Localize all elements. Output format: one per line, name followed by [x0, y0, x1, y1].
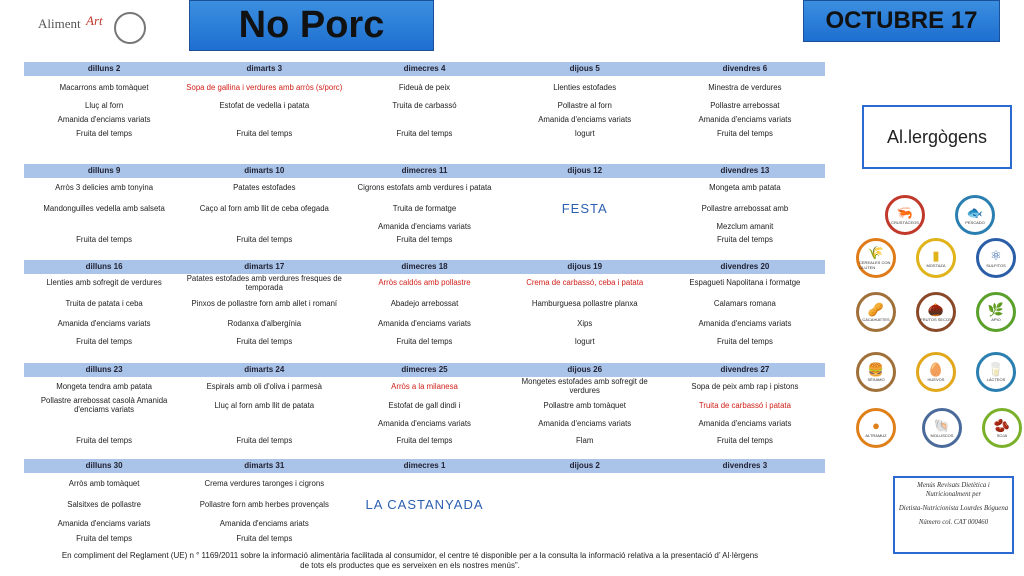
menu-item: Patates estofades amb verdures fresques de temporada [186, 273, 342, 292]
menu-row [24, 431, 825, 449]
menu-item: Truita de formatge [392, 203, 457, 213]
menu-item [24, 220, 184, 232]
menu-item: Fruita del temps [236, 533, 293, 543]
menu-item [505, 493, 665, 515]
allergen-label: CRUSTÁCEOS [891, 219, 919, 225]
wheat-icon [856, 238, 896, 278]
menu-item: Amanida d'enciams variats [378, 418, 471, 428]
menu-item: Llenties amb sofregit de verdures [46, 278, 162, 287]
menu-item: Crema verdures taronges i cigrons [204, 478, 325, 488]
menu-row [24, 232, 825, 246]
allergen-glyph: 🍔 [867, 361, 885, 377]
menu-item: Fruita del temps [76, 435, 133, 445]
menu-row [24, 196, 825, 220]
logo-text: Aliment [38, 16, 81, 31]
milk-icon [976, 352, 1016, 392]
menu-item [505, 220, 665, 232]
menu-item: Amanida d'enciams variats [57, 114, 151, 124]
menu-item [665, 515, 825, 531]
menu-item: Lluç al forn [85, 100, 124, 110]
info-line: Número col. CAT 000460 [918, 519, 989, 526]
day-header: dimecres 11 [401, 166, 448, 175]
menu-item: Minestra de verdures [708, 82, 782, 92]
day-header: dimarts 24 [244, 365, 285, 374]
menu-item: Fruita del temps [76, 336, 133, 346]
menu-row [24, 220, 825, 232]
menu-item: Mezclum amanit [716, 221, 774, 231]
allergens-heading: Al.lergògens [886, 126, 988, 147]
menu-item: Fideuà de peix [398, 82, 451, 92]
day-header: dimecres 1 [403, 461, 446, 470]
logo-ring [114, 12, 146, 44]
menu-item: Mandonguilles vedella amb salseta [43, 203, 165, 213]
menu-item [505, 178, 665, 196]
menu-item: Sopa de gallina i verdures amb arròs (s/porc) [186, 82, 343, 92]
menu-item: Mongeta tendra amb patata [56, 381, 152, 391]
day-header: dimecres 4 [403, 64, 446, 73]
allergen-label: MOSTAZA [926, 262, 946, 268]
menu-item [505, 515, 665, 531]
week-block [24, 363, 825, 449]
menu-item: Macarrons amb tomàquet [59, 82, 149, 92]
menu-row [24, 515, 825, 531]
menu-item: Pinxos de pollastre forn amb allet i romaní [191, 298, 338, 308]
info-line: Dietista-Nutricionista Lourdes Bóguena [898, 505, 1009, 512]
menu-item [344, 531, 504, 545]
day-header: dimarts 3 [246, 64, 283, 73]
menu-item: Flam [576, 435, 594, 445]
celery-icon [976, 292, 1016, 332]
sesame-icon [856, 352, 896, 392]
allergen-glyph: ● [872, 417, 880, 433]
menu-item: Arròs amb tomàquet [68, 478, 140, 488]
allergen-glyph: 🦐 [896, 204, 914, 220]
menu-item: FESTA [561, 200, 608, 216]
menu-item [344, 515, 504, 531]
menu-item: Lluç al forn amb llit de patata [214, 400, 315, 410]
allergen-label: PESCADO [965, 219, 985, 225]
allergen-glyph: 🥛 [987, 361, 1005, 377]
logo-art-text: Art [86, 13, 103, 28]
menu-row [24, 395, 825, 415]
week-header [24, 363, 825, 377]
menu-item: Calamars romana [713, 298, 776, 308]
menu-item: Pollastre arrebossat casolà Amanida d'enciams variats [40, 396, 168, 414]
menu-item: Pollastre arrebossat amb [701, 203, 789, 213]
week-header [24, 459, 825, 473]
menu-item [184, 415, 344, 431]
menu-item [184, 112, 344, 126]
allergen-label: CEREALES CON GLUTEN [859, 260, 891, 270]
day-header: dijous 12 [567, 166, 603, 175]
menu-item: Pollastre arrebossat [710, 100, 780, 110]
menu-item: Xips [577, 319, 593, 328]
menu-row [24, 178, 825, 196]
info-line: Menús Revisats Dietètica i Nutricionalment per [917, 482, 990, 498]
menu-item: Fruita del temps [716, 234, 773, 244]
allergen-label: CACAHUETES [862, 316, 890, 322]
week-header [24, 62, 825, 76]
menu-item: Cigrons estofats amb verdures i patata [357, 182, 492, 192]
menu-row [24, 332, 825, 350]
day-header: dijous 26 [567, 365, 603, 374]
menu-item: Fruita del temps [396, 128, 453, 138]
menu-item: Llenties estofades [553, 82, 617, 92]
page-title: No Porc [238, 4, 385, 46]
day-header: dimecres 18 [401, 262, 448, 271]
menu-item [505, 531, 665, 545]
day-header: dilluns 30 [85, 461, 123, 470]
menu-row [24, 274, 825, 291]
menu-item: Fruita del temps [236, 128, 293, 138]
week-header [24, 260, 825, 274]
nut-icon [916, 292, 956, 332]
allergen-glyph: ⚛ [990, 247, 1002, 263]
day-header: dimarts 31 [244, 461, 285, 470]
menu-item: Amanida d'enciams variats [378, 221, 471, 231]
menu-row [24, 98, 825, 112]
allergen-label: ALTRAMUZ [865, 432, 887, 438]
menu-item: Amanida d'enciams variats [57, 319, 151, 328]
menu-item: Arròs caldós amb pollastre [378, 278, 471, 287]
menu-item: Fruita del temps [236, 435, 293, 445]
menu-row [24, 473, 825, 493]
day-header: dimarts 17 [244, 262, 285, 271]
allergen-label: HUEVOS [927, 376, 945, 382]
menu-item: Fruita del temps [716, 128, 773, 138]
allergen-label: APIO [991, 316, 1001, 322]
menu-item: Fruita del temps [76, 128, 133, 138]
week-header [24, 164, 825, 178]
menu-row [24, 112, 825, 126]
day-header: dijous 2 [569, 461, 600, 470]
allergen-glyph: 🥚 [927, 361, 945, 377]
menu-item: Truita de carbassó i patata [698, 400, 791, 410]
allergen-glyph: 🌿 [987, 301, 1005, 317]
month-title: OCTUBRE 17 [825, 7, 978, 34]
menu-item: Fruita del temps [396, 234, 453, 244]
allergen-label: SOJA [996, 432, 1008, 438]
menu-item [665, 531, 825, 545]
day-header: dijous 19 [567, 262, 603, 271]
lupin-icon [856, 408, 896, 448]
egg-icon [916, 352, 956, 392]
menu-item: Fruita del temps [396, 336, 453, 346]
soy-icon [982, 408, 1022, 448]
day-header: divendres 20 [720, 262, 770, 271]
day-header: divendres 3 [722, 461, 768, 470]
allergen-label: SÉSAMO [867, 376, 885, 382]
menu-item [24, 415, 184, 431]
menu-item: Fruita del temps [396, 435, 453, 445]
menu-item: Estofat de vedella i patata [219, 100, 310, 110]
menu-item: Rodanxa d'albergínia [227, 319, 302, 328]
menu-item [184, 220, 344, 232]
shrimp-icon [885, 195, 925, 235]
menu-item: Pollastre al forn [557, 100, 612, 110]
allergen-glyph: 🫘 [993, 417, 1011, 433]
menu-item: Fruita del temps [236, 336, 293, 346]
menu-item [344, 112, 504, 126]
menu-item: Pollastre amb tomàquet [543, 400, 626, 410]
menu-row [24, 76, 825, 98]
day-header: dimecres 25 [401, 365, 448, 374]
day-header: divendres 6 [722, 64, 768, 73]
menu-item: Fruita del temps [76, 533, 133, 543]
week-block [24, 260, 825, 350]
menu-item: Truita de carbassó [392, 100, 457, 110]
title-banner [189, 0, 434, 51]
day-header: dilluns 2 [87, 64, 121, 73]
day-header: divendres 13 [720, 166, 770, 175]
menu-row [24, 531, 825, 545]
menu-item: Caço al forn amb llit de ceba ofegada [199, 203, 329, 213]
menu-item: Iogurt [574, 128, 595, 138]
menu-item: Amanida d'enciams variats [698, 418, 792, 428]
week-block [24, 164, 825, 246]
allergens-heading-box [862, 105, 1012, 169]
menu-item: Amanida d'enciams variats [698, 114, 792, 124]
menu-item [665, 493, 825, 515]
menu-item: Mongeta amb patata [709, 182, 781, 192]
menu-item: Espagueti Napolitana i formatge [689, 278, 801, 287]
menu-item [665, 473, 825, 493]
menu-row [24, 377, 825, 395]
menu-row [24, 126, 825, 140]
menu-item [505, 232, 665, 246]
menu-row [24, 291, 825, 315]
nutritionist-info [893, 476, 1014, 554]
menu-item: Amanida d'enciams variats [378, 319, 471, 328]
menu-item: Fruita del temps [716, 336, 773, 346]
allergen-glyph: 🥜 [867, 301, 885, 317]
menu-item: Patates estofades [233, 182, 296, 192]
menu-item: Truita de patata i ceba [65, 298, 143, 308]
allergen-glyph: 🌾 [867, 245, 885, 260]
menu-item: Fruita del temps [716, 435, 773, 445]
menu-item: Pollastre forn amb herbes provençals [199, 499, 329, 509]
allergen-glyph: 🐚 [933, 417, 951, 433]
menu-item: Estofat de gall dindi i [388, 400, 461, 410]
menu-item: Amanida d'enciams variats [698, 319, 792, 328]
menu-row [24, 415, 825, 431]
menu-item [505, 473, 665, 493]
menu-item: Amanida d'enciams ariats [219, 518, 309, 528]
menu-item: Sopa de peix amb rap i pistons [691, 381, 799, 391]
menu-item: Abadejo arrebossat [390, 298, 459, 308]
legal-note: En compliment del Reglament (UE) n ° 1169/2011 sobre la informació alimentària facilitada al consumidor, el centre té disponible per a la consulta la informació relativa a la presentació d’ Al·lèrgens de tots els productes que es serveixen en els nostres menús”. [61, 551, 759, 570]
day-header: dimarts 10 [244, 166, 285, 175]
menu-item: Espirals amb oli d'oliva i parmesà [206, 381, 323, 391]
day-header: divendres 27 [720, 365, 770, 374]
menu-item: Iogurt [574, 336, 595, 346]
menu-item: Amanida d'enciams variats [538, 114, 632, 124]
month-banner [803, 0, 1000, 42]
menu-item: Arròs 3 delicies amb tonyina [55, 182, 154, 192]
allergen-glyph: ▮ [932, 247, 940, 263]
day-header: dilluns 9 [87, 166, 121, 175]
menu-item [344, 473, 504, 493]
menu-item: Crema de carbassó, ceba i patata [526, 278, 644, 287]
mollusc-icon [922, 408, 962, 448]
mustard-icon [916, 238, 956, 278]
menu-item: Mongetes estofades amb sofregit de verdures [521, 377, 648, 395]
menu-item: Arròs a la milanesa [391, 381, 458, 391]
menu-row [24, 493, 825, 515]
allergen-label: FRUTOS SECOS [920, 316, 952, 322]
day-header: dijous 5 [569, 64, 600, 73]
allergen-glyph: 🌰 [927, 301, 945, 317]
week-block [24, 62, 825, 140]
allergen-label: MOLUSCOS [930, 432, 954, 438]
fish-icon [955, 195, 995, 235]
menu-item: Fruita del temps [76, 234, 133, 244]
allergen-label: LÁCTEOS [986, 376, 1006, 382]
sulphite-icon [976, 238, 1016, 278]
week-block [24, 459, 825, 545]
menu-item: Amanida d'enciams variats [538, 418, 632, 428]
allergen-glyph: 🐟 [966, 204, 984, 220]
menu-item: Amanida d'enciams variats [57, 518, 151, 528]
allergen-label: SULFITOS [986, 262, 1006, 268]
menu-item: Salsitxes de pollastre [67, 499, 141, 509]
day-header: dilluns 16 [85, 262, 123, 271]
day-header: dilluns 23 [85, 365, 123, 374]
peanut-icon [856, 292, 896, 332]
menu-item: Fruita del temps [236, 234, 293, 244]
menu-item: Hamburguesa pollastre planxa [531, 298, 638, 308]
menu-item: LA CASTANYADA [365, 496, 484, 512]
menu-row [24, 315, 825, 332]
